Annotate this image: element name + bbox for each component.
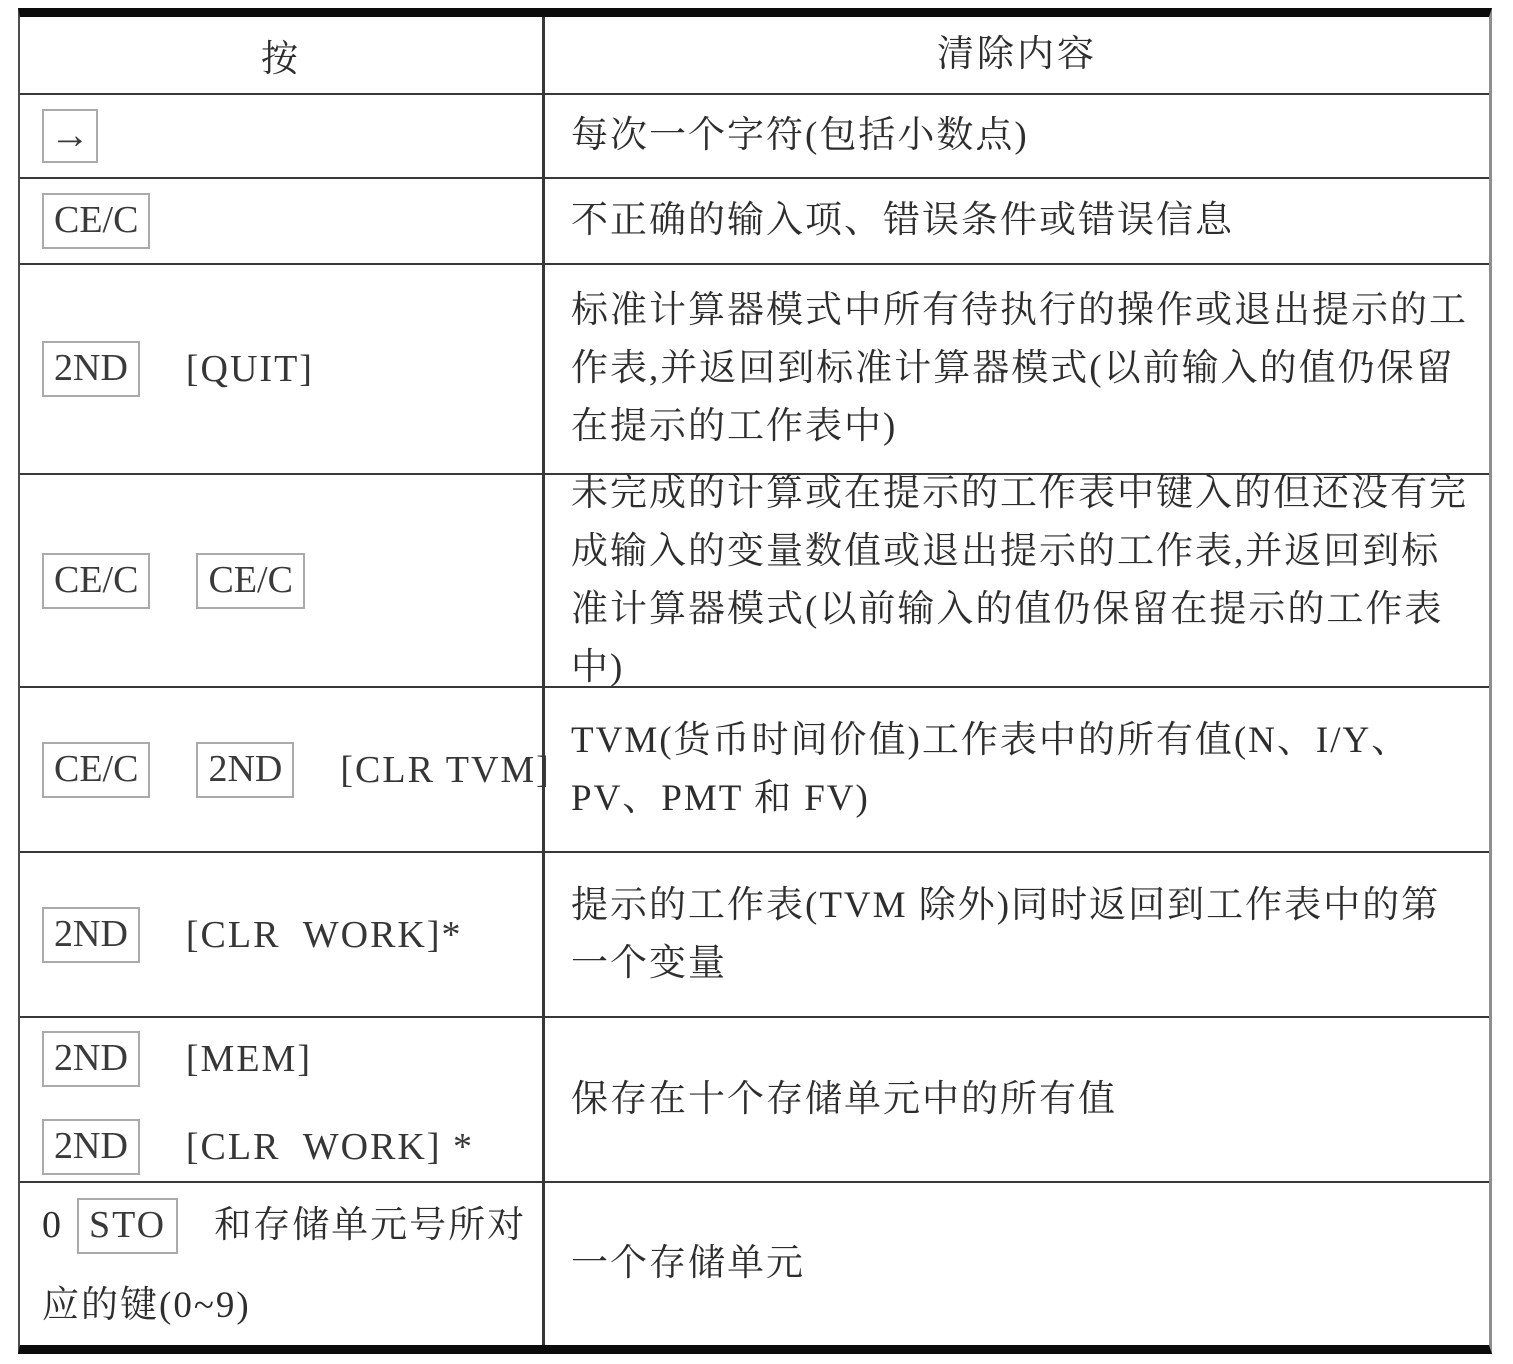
clearing-operations-table <box>18 8 1492 1354</box>
table-row <box>20 93 1489 177</box>
2nd-key: 2ND <box>42 341 140 397</box>
press-cell <box>20 475 545 686</box>
clear-description: 每次一个字符(包括小数点) <box>571 115 1029 156</box>
ce-c-key: CE/C <box>42 742 150 798</box>
ce-c-key: CE/C <box>42 193 150 249</box>
2nd-key: 2ND <box>42 1119 140 1175</box>
clear-description: 提示的工作表(TVM 除外)同时返回到工作表中的第一个变量 <box>571 884 1441 984</box>
clears-cell <box>545 853 1489 1016</box>
clr-work-bracket-key: [CLR WORK] * <box>185 1125 475 1168</box>
clears-cell <box>545 95 1489 177</box>
press-cell <box>20 179 545 263</box>
mem-bracket-key: [MEM] <box>185 1037 312 1080</box>
table-row <box>20 1016 1489 1181</box>
backspace-key: → <box>42 109 98 163</box>
ce-c-key: CE/C <box>42 553 150 609</box>
quit-bracket-key: [QUIT] <box>185 348 314 390</box>
table-row <box>20 851 1489 1016</box>
header-cell-press <box>20 17 545 93</box>
clears-cell <box>545 688 1489 851</box>
press-cell <box>20 1183 545 1345</box>
clears-cell <box>545 1018 1489 1181</box>
clear-description: TVM(货币时间价值)工作表中的所有值(N、I/Y、PV、PMT 和 FV) <box>571 719 1411 819</box>
clear-description: 保存在十个存储单元中的所有值 <box>571 1078 1117 1120</box>
press-cell <box>20 95 545 177</box>
sto-key: STO <box>77 1198 178 1254</box>
table-header-row <box>20 17 1489 93</box>
header-cell-clears <box>545 17 1489 93</box>
table-row <box>20 473 1489 686</box>
2nd-key: 2ND <box>42 907 140 963</box>
clears-cell <box>545 1183 1489 1345</box>
ce-c-key: CE/C <box>196 553 304 609</box>
header-press-label: 按 <box>261 39 301 80</box>
press-cell <box>20 265 545 473</box>
clear-description: 未完成的计算或在提示的工作表中键入的但还没有完成输入的变量数值或退出提示的工作表,并返回到标准计算器模式(以前输入的值仍保留在提示的工作表中) <box>571 472 1468 688</box>
table-row <box>20 1181 1489 1345</box>
press-cell <box>20 1018 545 1181</box>
press-cell <box>20 688 551 851</box>
clear-description: 不正确的输入项、错误条件或错误信息 <box>571 200 1234 241</box>
zero-digit: 0 <box>42 1204 63 1246</box>
header-clears-label: 清除内容 <box>937 34 1097 75</box>
key-sequence-text: 和存储单元号所对应的键(0~9) <box>42 1205 527 1326</box>
2nd-key: 2ND <box>42 1031 140 1087</box>
press-cell <box>20 853 545 1016</box>
key-sequence-line <box>42 1119 474 1175</box>
2nd-key: 2ND <box>196 742 294 798</box>
clear-description: 一个存储单元 <box>571 1243 805 1284</box>
table-row <box>20 263 1489 473</box>
clear-description: 标准计算器模式中所有待执行的操作或退出提示的工作表,并返回到标准计算器模式(以前输入的值仍保留在提示的工作表中) <box>571 290 1468 447</box>
clears-cell <box>545 179 1489 263</box>
table-row <box>20 177 1489 263</box>
clr-work-bracket-key: [CLR WORK]* <box>185 913 463 956</box>
key-sequence-line <box>42 1031 312 1087</box>
table-row <box>20 686 1489 851</box>
clr-tvm-bracket-key: [CLR TVM] <box>340 748 551 791</box>
clears-cell <box>545 265 1489 473</box>
clears-cell <box>545 472 1489 688</box>
